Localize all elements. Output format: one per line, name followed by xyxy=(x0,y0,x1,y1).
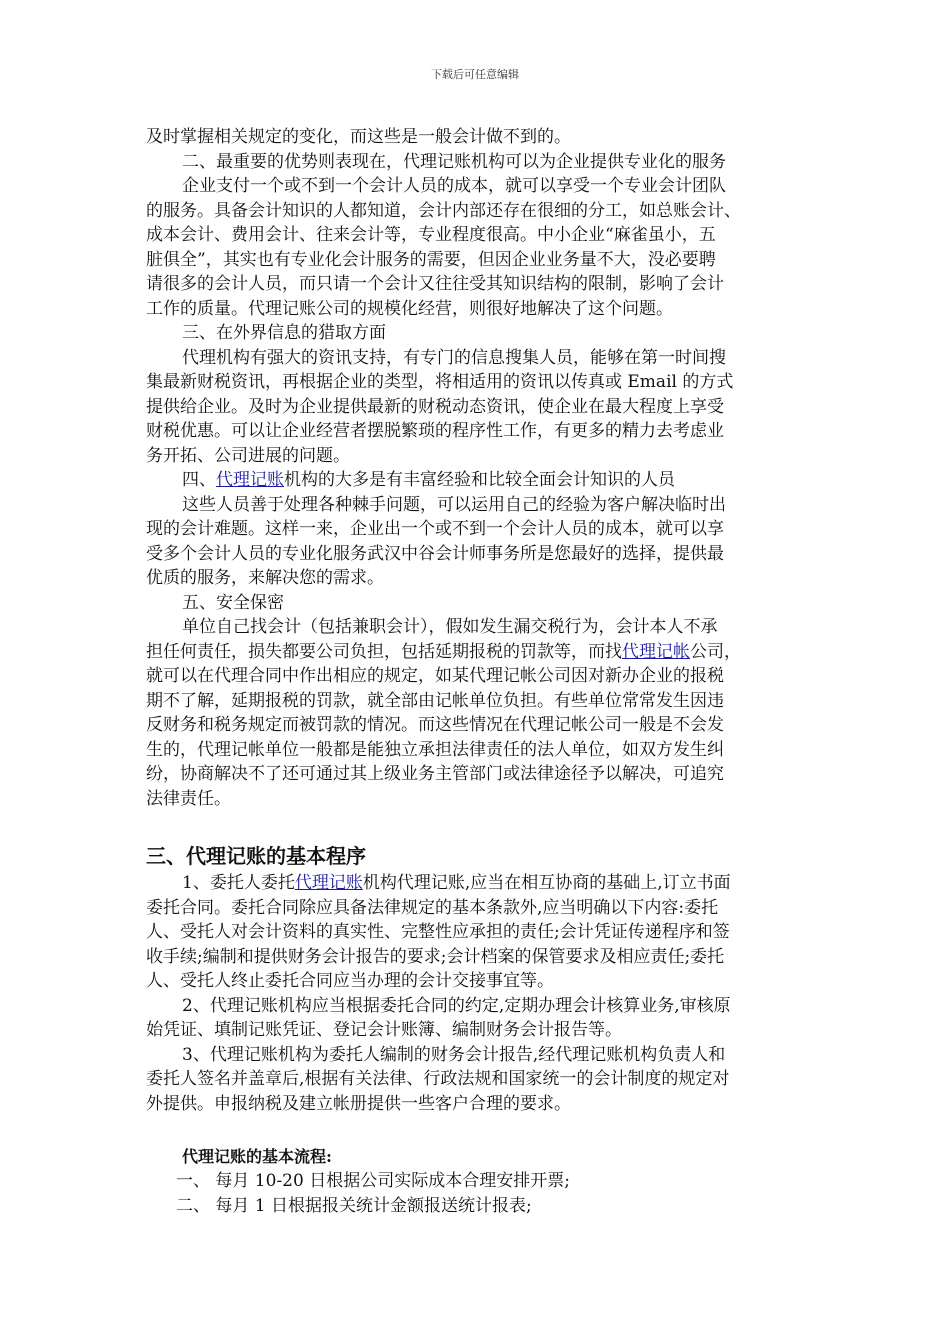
paragraph-line: 2、代理记账机构应当根据委托合同的约定,定期办理会计核算业务,审核原 xyxy=(182,996,731,1016)
paragraph-line xyxy=(146,640,826,665)
section-heading: 二、最重要的优势则表现在，代理记账机构可以为企业提供专业化的服务 xyxy=(182,152,726,172)
text-span: 机构代理记账,应当在相互协商的基础上,订立书面 xyxy=(362,873,731,893)
paragraph-line: 优质的服务，来解决您的需求。 xyxy=(146,568,384,588)
daili-jizhang-link[interactable]: 代理记账 xyxy=(216,470,284,490)
paragraph-line: 委托人签名并盖章后,根据有关法律、行政法规和国家统一的会计制度的规定对 xyxy=(146,1069,730,1089)
paragraph-line: 纷，协商解决不了还可通过其上级业务主管部门或法律途径予以解决，可追究 xyxy=(146,764,724,784)
paragraph-line: 人、受托人终止委托合同应当办理的会计交接事宜等。 xyxy=(146,971,554,991)
paragraph-line: 现的会计难题。这样一来，企业出一个或不到一个会计人员的成本，就可以享 xyxy=(146,519,724,539)
paragraph-line: 收手续;编制和提供财务会计报告的要求;会计档案的保管要求及相应责任;委托 xyxy=(146,947,725,967)
paragraph-line: 人、受托人对会计资料的真实性、完整性应承担的责任;会计凭证传递程序和签 xyxy=(146,922,730,942)
text-span: 四、 xyxy=(182,470,216,490)
paragraph-line: 企业支付一个或不到一个会计人员的成本，就可以享受一个专业会计团队 xyxy=(182,176,726,196)
paragraph-line: 脏俱全”，其实也有专业化会计服务的需要，但因企业业务量不大，没必要聘 xyxy=(146,250,716,270)
paragraph-line: 3、代理记账机构为委托人编制的财务会计报告,经代理记账机构负责人和 xyxy=(182,1045,726,1065)
paragraph-line: 务开拓、公司进展的问题。 xyxy=(146,446,350,466)
section-heading: 三、在外界信息的猎取方面 xyxy=(182,323,386,343)
paragraph-line: 这些人员善于处理各种棘手问题，可以运用自己的经验为客户解决临时出 xyxy=(182,495,726,515)
chapter-heading: 三、代理记账的基本程序 xyxy=(146,844,366,868)
text-span: 机构的大多是有丰富经验和比较全面会计知识的人员 xyxy=(284,470,675,490)
paragraph-line: 生的，代理记帐单位一般都是能独立承担法律责任的法人单位，如双方发生纠 xyxy=(146,740,724,760)
paragraph-line: 就可以在代理合同中作出相应的规定，如某代理记帐公司因对新办企业的报税 xyxy=(146,666,724,686)
text-span: 公司， xyxy=(690,642,741,662)
daili-jizhang-link[interactable]: 代理记帐 xyxy=(622,642,690,662)
paragraph-line: 法律责任。 xyxy=(146,789,231,809)
daili-jizhang-link[interactable]: 代理记账 xyxy=(294,873,363,893)
paragraph-line: 委托合同。委托合同除应具备法律规定的基本条款外,应当明确以下内容:委托 xyxy=(146,898,719,918)
paragraph-line: 工作的质量。代理记账公司的规模化经营，则很好地解决了这个问题。 xyxy=(146,299,673,319)
paragraph-line: 代理机构有强大的资讯支持，有专门的信息搜集人员，能够在第一时间搜 xyxy=(182,348,726,368)
flow-item: 一、 每月 10-20 日根据公司实际成本合理安排开票; xyxy=(176,1171,570,1191)
paragraph-line: 单位自己找会计（包括兼职会计），假如发生漏交税行为，会计本人不承 xyxy=(182,617,718,637)
paragraph-line: 请很多的会计人员，而只请一个会计又往往受其知识结构的限制，影响了会计 xyxy=(146,274,724,294)
paragraph-line: 受多个会计人员的专业化服务武汉中谷会计师事务所是您最好的选择，提供最 xyxy=(146,544,724,564)
paragraph-line: 反财务和税务规定而被罚款的情况。而这些情况在代理记帐公司一般是不会发 xyxy=(146,715,724,735)
text-span: 1、委托人委托 xyxy=(182,873,295,893)
paragraph-line: 外提供。申报纳税及建立帐册提供一些客户合理的要求。 xyxy=(146,1094,571,1114)
paragraph-line: 提供给企业。及时为企业提供最新的财税动态资讯，使企业在最大程度上享受 xyxy=(146,397,724,417)
paragraph-line xyxy=(182,871,862,896)
paragraph-line: 集最新财税资讯，再根据企业的类型，将相适用的资讯以传真或 Email 的方式 xyxy=(146,372,734,392)
paragraph-line: 财税优惠。可以让企业经营者摆脱繁琐的程序性工作，有更多的精力去考虑业 xyxy=(146,421,724,441)
paragraph-line: 及时掌握相关规定的变化，而这些是一般会计做不到的。 xyxy=(146,127,571,147)
section-heading xyxy=(182,468,862,493)
text-span: 担任何责任，损失都要公司负担，包括延期报税的罚款等，而找 xyxy=(146,642,622,662)
paragraph-line: 的服务。具备会计知识的人都知道，会计内部还存在很细的分工，如总账会计、 xyxy=(146,201,741,221)
page-header: 下载后可任意编辑 xyxy=(431,68,519,81)
paragraph-line: 始凭证、填制记账凭证、登记会计账簿、编制财务会计报告等。 xyxy=(146,1020,622,1040)
flow-item: 二、 每月 1 日根据报关统计金额报送统计报表; xyxy=(176,1196,532,1216)
flow-heading: 代理记账的基本流程: xyxy=(182,1147,332,1166)
section-heading: 五、安全保密 xyxy=(182,593,284,613)
paragraph-line: 期不了解，延期报税的罚款，就全部由记帐单位负担。有些单位常常发生因违 xyxy=(146,691,724,711)
paragraph-line: 成本会计、费用会计、往来会计等，专业程度很高。中小企业“麻雀虽小，五 xyxy=(146,225,716,245)
